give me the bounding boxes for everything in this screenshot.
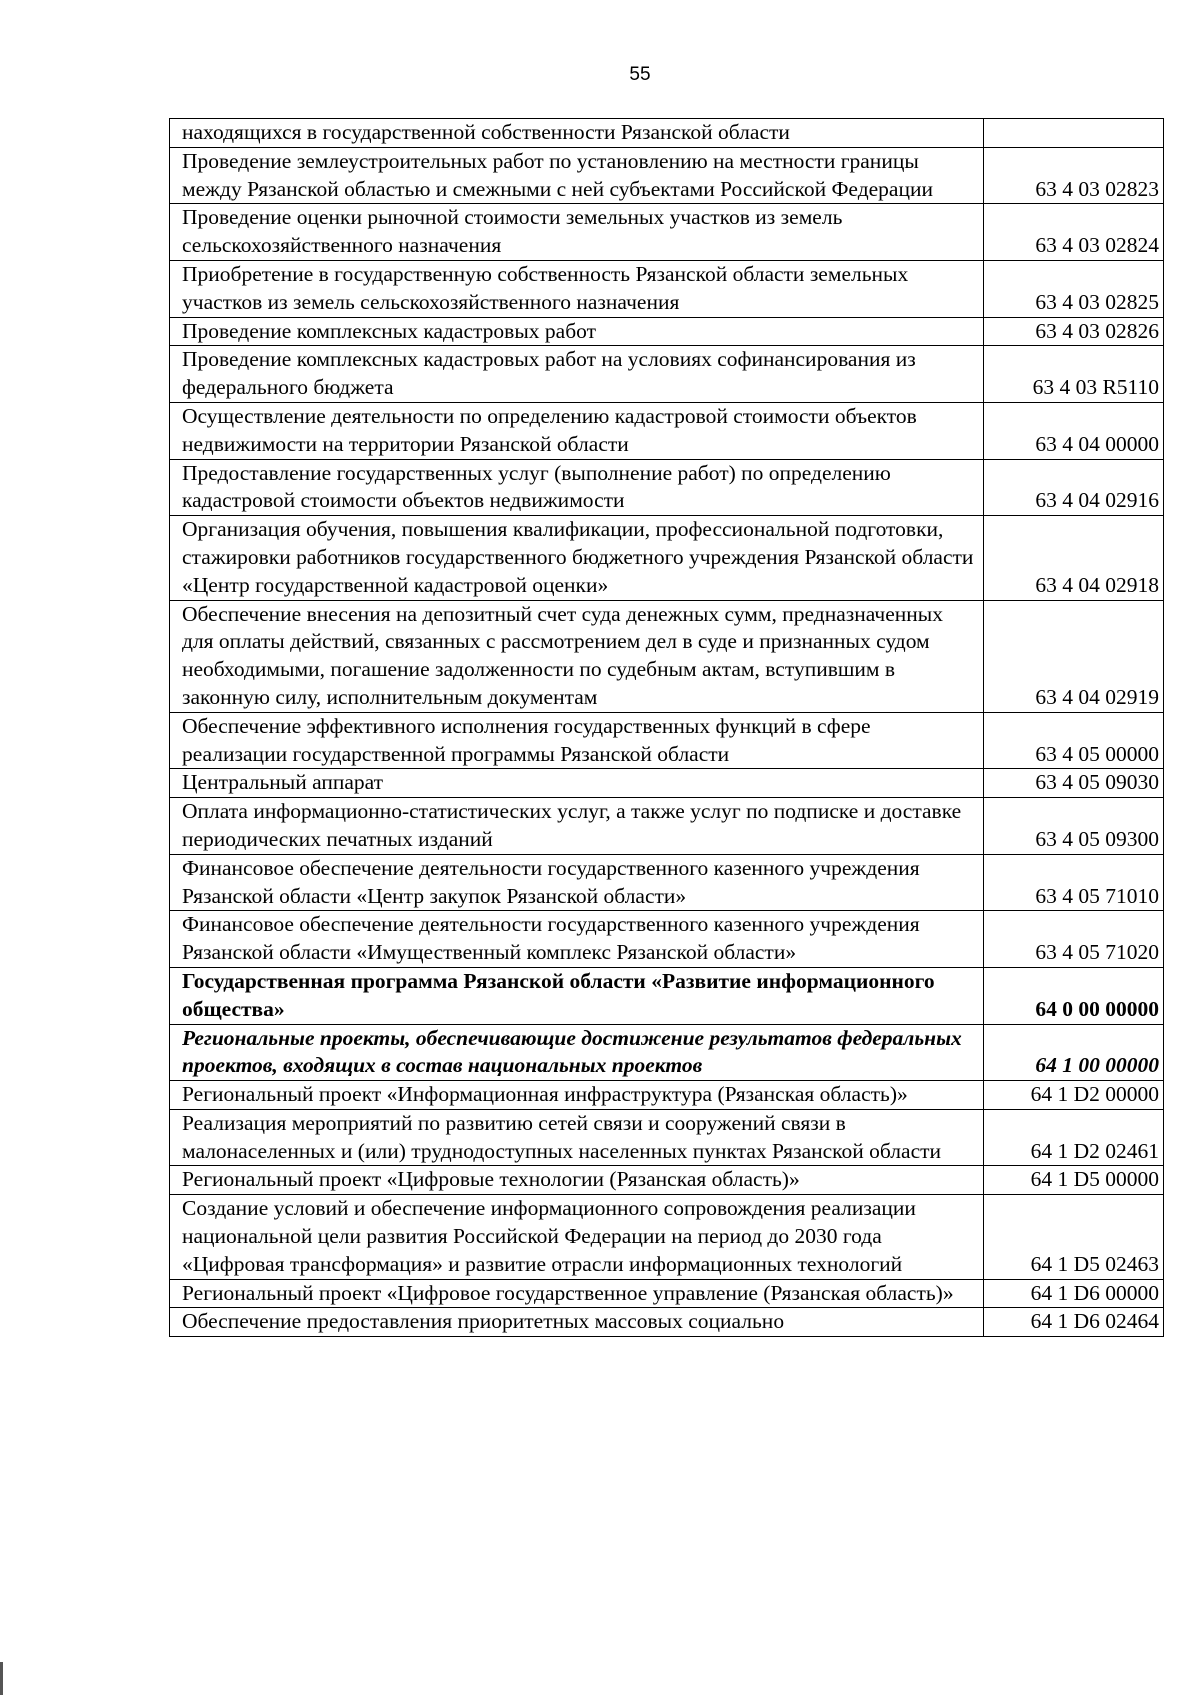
row-code: 63 4 03 02823 xyxy=(984,147,1164,204)
table-row xyxy=(170,1109,1164,1166)
table-row xyxy=(170,204,1164,261)
table-row xyxy=(170,712,1164,769)
row-name: Проведение землеустроительных работ по установлению на местности границы между Рязанской областью и смежными с ней субъектами Российской Федерации xyxy=(170,147,984,204)
row-code: 63 4 05 09030 xyxy=(984,769,1164,798)
table-row xyxy=(170,1308,1164,1337)
row-code: 63 4 03 02825 xyxy=(984,260,1164,317)
table-row xyxy=(170,769,1164,798)
budget-classification-table xyxy=(169,118,1164,1337)
table-row-subprogram xyxy=(170,1024,1164,1081)
row-code: 63 4 04 02919 xyxy=(984,600,1164,712)
table-row xyxy=(170,516,1164,600)
row-name: Региональные проекты, обеспечивающие достижение результатов федеральных проектов, входящих в состав национальных проектов xyxy=(170,1024,984,1081)
table-row xyxy=(170,1081,1164,1110)
row-code: 64 1 D6 00000 xyxy=(984,1279,1164,1308)
table-row xyxy=(170,1279,1164,1308)
row-code: 63 4 04 02918 xyxy=(984,516,1164,600)
row-name: Организация обучения, повышения квалификации, профессиональной подготовки, стажировки работников государственного бюджетного учреждения Рязанской области «Центр государственной кадастровой оценки» xyxy=(170,516,984,600)
scan-edge-mark xyxy=(0,1662,3,1695)
row-code: 63 4 03 02826 xyxy=(984,317,1164,346)
table-row xyxy=(170,1195,1164,1279)
row-code: 63 4 04 02916 xyxy=(984,459,1164,516)
row-name: Предоставление государственных услуг (выполнение работ) по определению кадастровой стоимости объектов недвижимости xyxy=(170,459,984,516)
row-code: 63 4 03 02824 xyxy=(984,204,1164,261)
table-row xyxy=(170,147,1164,204)
row-name: Проведение комплексных кадастровых работ на условиях софинансирования из федерального бюджета xyxy=(170,346,984,403)
table-row xyxy=(170,600,1164,712)
row-code: 64 1 D2 00000 xyxy=(984,1081,1164,1110)
row-code: 63 4 05 71020 xyxy=(984,911,1164,968)
row-code: 64 1 D6 02464 xyxy=(984,1308,1164,1337)
row-code: 64 0 00 00000 xyxy=(984,967,1164,1024)
table-row xyxy=(170,798,1164,855)
table-row xyxy=(170,260,1164,317)
row-code xyxy=(984,119,1164,148)
table-row xyxy=(170,459,1164,516)
row-name: Региональный проект «Цифровые технологии (Рязанская область)» xyxy=(170,1166,984,1195)
table-row xyxy=(170,119,1164,148)
row-name: Региональный проект «Информационная инфраструктура (Рязанская область)» xyxy=(170,1081,984,1110)
table-row xyxy=(170,854,1164,911)
table-row xyxy=(170,1166,1164,1195)
row-code: 63 4 05 00000 xyxy=(984,712,1164,769)
row-name: Региональный проект «Цифровое государственное управление (Рязанская область)» xyxy=(170,1279,984,1308)
table-row-program xyxy=(170,967,1164,1024)
row-code: 63 4 05 09300 xyxy=(984,798,1164,855)
row-name: Проведение оценки рыночной стоимости земельных участков из земель сельскохозяйственного назначения xyxy=(170,204,984,261)
row-name: Проведение комплексных кадастровых работ xyxy=(170,317,984,346)
table-row xyxy=(170,911,1164,968)
row-name: Обеспечение эффективного исполнения государственных функций в сфере реализации государственной программы Рязанской области xyxy=(170,712,984,769)
row-name: Оплата информационно-статистических услуг, а также услуг по подписке и доставке периодических печатных изданий xyxy=(170,798,984,855)
table-row xyxy=(170,402,1164,459)
row-code: 63 4 03 R5110 xyxy=(984,346,1164,403)
row-name: Приобретение в государственную собственность Рязанской области земельных участков из земель сельскохозяйственного назначения xyxy=(170,260,984,317)
row-code: 64 1 00 00000 xyxy=(984,1024,1164,1081)
row-name: Финансовое обеспечение деятельности государственного казенного учреждения Рязанской области «Имущественный комплекс Рязанской области» xyxy=(170,911,984,968)
page-number: 55 xyxy=(629,64,651,85)
row-name: находящихся в государственной собственности Рязанской области xyxy=(170,119,984,148)
row-code: 63 4 04 00000 xyxy=(984,402,1164,459)
table-row xyxy=(170,346,1164,403)
row-name: Осуществление деятельности по определению кадастровой стоимости объектов недвижимости на территории Рязанской области xyxy=(170,402,984,459)
row-name: Обеспечение внесения на депозитный счет суда денежных сумм, предназначенных для оплаты действий, связанных с рассмотрением дел в суде и признанных судом необходимыми, погашение задолженности по судебным актам, вступившим в законную силу, исполнительным документам xyxy=(170,600,984,712)
row-name: Государственная программа Рязанской области «Развитие информационного общества» xyxy=(170,967,984,1024)
row-code: 64 1 D2 02461 xyxy=(984,1109,1164,1166)
row-name: Центральный аппарат xyxy=(170,769,984,798)
row-name: Финансовое обеспечение деятельности государственного казенного учреждения Рязанской области «Центр закупок Рязанской области» xyxy=(170,854,984,911)
row-code: 63 4 05 71010 xyxy=(984,854,1164,911)
row-code: 64 1 D5 00000 xyxy=(984,1166,1164,1195)
table-row xyxy=(170,317,1164,346)
row-code: 64 1 D5 02463 xyxy=(984,1195,1164,1279)
row-name: Обеспечение предоставления приоритетных массовых социально xyxy=(170,1308,984,1337)
row-name: Реализация мероприятий по развитию сетей связи и сооружений связи в малонаселенных и (или) труднодоступных населенных пунктах Рязанской области xyxy=(170,1109,984,1166)
row-name: Создание условий и обеспечение информационного сопровождения реализации национальной цели развития Российской Федерации на период до 2030 года «Цифровая трансформация» и развитие отрасли информационных технологий xyxy=(170,1195,984,1279)
